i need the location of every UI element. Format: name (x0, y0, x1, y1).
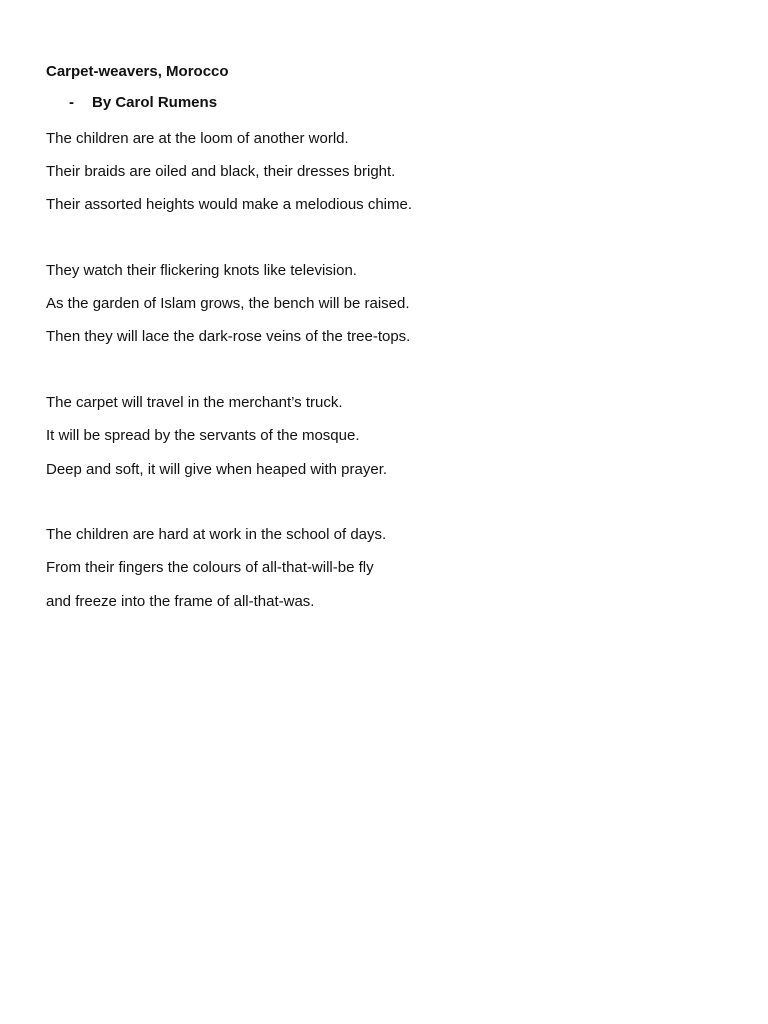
poem-line: Their braids are oiled and black, their dresses bright. (46, 163, 396, 181)
poem-line: They watch their flickering knots like television. (46, 262, 357, 280)
stanza-break (46, 486, 726, 519)
stanza-3 (46, 386, 726, 486)
stanza-2 (46, 254, 726, 354)
poem-line: Deep and soft, it will give when heaped with prayer. (46, 460, 388, 478)
stanza-4 (46, 518, 726, 618)
poem-line: and freeze into the frame of all-that-was. (46, 592, 315, 610)
stanza-break (46, 354, 726, 387)
poem-line: Then they will lace the dark-rose veins of the tree-tops. (46, 328, 411, 346)
poem-line: Their assorted heights would make a melodious chime. (46, 196, 413, 214)
list-dash: - (69, 94, 74, 111)
document-page (46, 60, 726, 618)
poem-line: The children are at the loom of another world. (46, 130, 349, 147)
poem-line: The carpet will travel in the merchant’s truck. (46, 394, 343, 412)
stanza-1 (46, 122, 726, 222)
poem-line: The children are hard at work in the school of days. (46, 526, 387, 544)
poem-author: By Carol Rumens (92, 94, 218, 111)
stanza-break (46, 222, 726, 255)
poem-title: Carpet-weavers, Morocco (46, 63, 229, 80)
poem-line: As the garden of Islam grows, the bench will be raised. (46, 295, 410, 313)
author-line (46, 91, 726, 122)
poem-line: It will be spread by the servants of the mosque. (46, 427, 360, 445)
poem-line: From their fingers the colours of all-that-will-be fly (46, 559, 374, 577)
